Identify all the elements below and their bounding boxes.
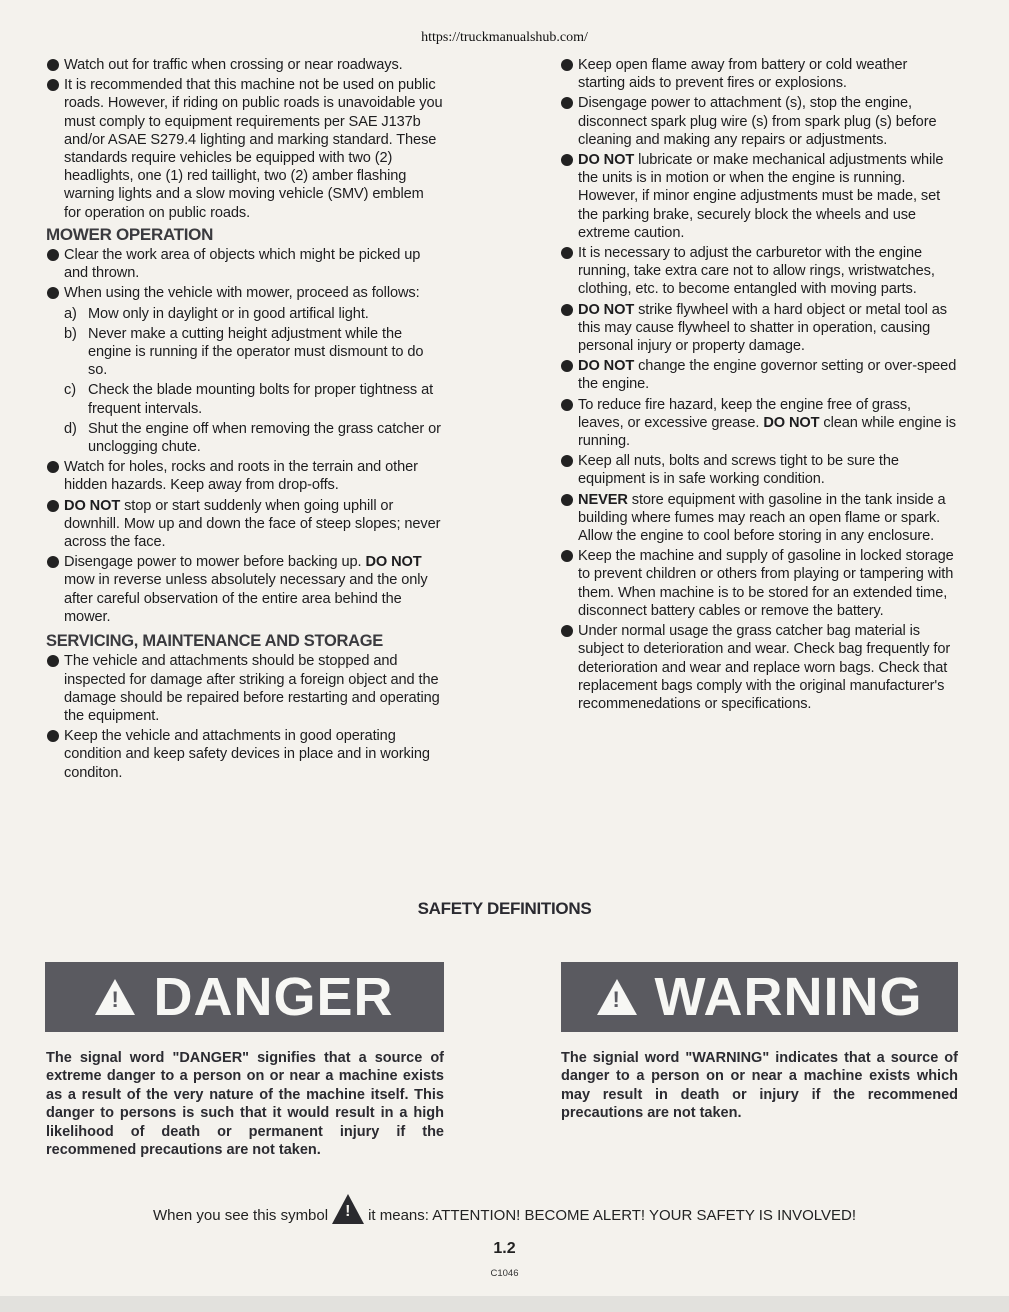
list-item: [560, 622, 957, 713]
danger-sign-label: DANGER: [153, 967, 394, 1027]
list-item: [560, 56, 957, 92]
item-text: change the engine governor setting or over-speed the engine.: [578, 358, 957, 393]
list-item: [560, 151, 957, 242]
danger-sign: [45, 962, 444, 1032]
left-column: [46, 56, 444, 784]
do-not-label: DO NOT: [578, 301, 639, 318]
bullet-icon: [561, 625, 573, 637]
list-item: [46, 246, 444, 282]
sub-item: [46, 381, 444, 417]
list-item: [46, 652, 444, 725]
attention-line: [0, 1194, 1009, 1224]
warning-triangle-icon: !: [332, 1194, 364, 1224]
list-item: [46, 553, 444, 626]
servicing-heading: SERVICING, MAINTENANCE AND STORAGE: [46, 632, 383, 651]
sub-item-letter: d): [64, 420, 77, 437]
sub-item: [46, 420, 444, 456]
do-not-label: DO NOT: [578, 152, 639, 169]
list-item: [46, 727, 444, 782]
sub-item-text: Shut the engine off when removing the grass catcher or unclogging chute.: [88, 420, 441, 456]
list-item: [560, 357, 957, 393]
item-text: Disengage power to attachment (s), stop the engine, disconnect spark plug wire (s) from spark plug (s) before cleaning and making any repairs or adjustments.: [578, 95, 937, 148]
item-text: stop or start suddenly when going uphill or downhill. Mow up and down the face of steep slopes; never across the face.: [64, 497, 441, 551]
list-item: [560, 547, 957, 620]
safety-definitions-title: SAFETY DEFINITIONS: [417, 899, 592, 918]
bullet-icon: [47, 249, 59, 261]
bullet-icon: [561, 97, 573, 109]
item-text: Keep the vehicle and attachments in good operating condition and keep safety devices in place and in working conditon.: [64, 728, 430, 781]
list-item: [560, 94, 957, 149]
list-item: [46, 458, 444, 494]
bullet-icon: [561, 154, 573, 166]
attention-text-after: it means: ATTENTION! BECOME ALERT! YOUR SAFETY IS INVOLVED!: [368, 1207, 856, 1224]
item-text: Keep the machine and supply of gasoline in locked storage to prevent children or others from playing or tampering with them. When machine is to be stored for an extended time, disconnect battery cables or remove the battery.: [578, 548, 954, 619]
warning-sign-label: WARNING: [654, 967, 923, 1027]
item-text: To reduce fire hazard, keep the engine free of grass, leaves, or excessive grease.: [578, 396, 911, 431]
list-item: [560, 244, 957, 299]
item-text: clean while engine is running.: [578, 414, 956, 450]
do-not-label: DO NOT: [763, 414, 824, 431]
item-text: Keep all nuts, bolts and screws tight to be sure the equipment is in safe working condition.: [578, 453, 899, 488]
item-text: mow in reverse unless absolutely necessary and the only after careful observation of the entire area behind the mower.: [64, 572, 428, 625]
item-text: Keep open flame away from battery or cold weather starting aids to prevent fires or explosions.: [578, 57, 908, 92]
sub-item-letter: b): [64, 325, 77, 342]
attention-text-before: When you see this symbol: [153, 1207, 329, 1224]
list-item: [46, 76, 444, 222]
page-number: 1.2: [493, 1240, 516, 1257]
item-text: strike flywheel with a hard object or metal tool as this may cause flywheel to shatter in operation, causing personal injury or property damage.: [578, 301, 947, 355]
list-item: [46, 497, 444, 552]
mower-operation-heading: MOWER OPERATION: [46, 224, 214, 244]
bullet-icon: [47, 287, 59, 299]
bullet-icon: [561, 550, 573, 562]
sub-item-text: Mow only in daylight or in good artifical light.: [88, 305, 369, 322]
bullet-icon: [561, 455, 573, 467]
item-text: Watch out for traffic when crossing or near roadways.: [64, 57, 403, 73]
item-text: When using the vehicle with mower, proceed as follows:: [64, 285, 420, 302]
warning-triangle-icon: !: [597, 979, 637, 1015]
warning-triangle-icon: !: [95, 979, 135, 1015]
sub-item-text: Never make a cutting height adjustment while the engine is running if the operator must dismount to do so.: [88, 325, 424, 379]
do-not-label: DO NOT: [365, 554, 422, 571]
bullet-icon: [561, 494, 573, 506]
source-url[interactable]: https://truckmanualshub.com/: [421, 30, 588, 45]
item-text: store equipment with gasoline in the tank inside a building where fumes may reach an open flame or spark. Allow the engine to cool before storing in any enclosure.: [578, 491, 946, 545]
item-text: lubricate or make mechanical adjustments while the units is in motion or when the engine is running. However, if minor engine adjustments must be made, set the parking brake, securely block the wheels and use extreme caution.: [578, 152, 944, 241]
bullet-icon: [561, 59, 573, 71]
list-item: [560, 301, 957, 356]
bullet-icon: [47, 500, 59, 512]
page-edge: [0, 1296, 1009, 1312]
item-text: Clear the work area of objects which might be picked up and thrown.: [64, 247, 421, 282]
bullet-icon: [561, 247, 573, 259]
item-text: Watch for holes, rocks and roots in the terrain and other hidden hazards. Keep away from drop-offs.: [64, 459, 418, 494]
list-item: [46, 56, 444, 74]
do-not-label: DO NOT: [64, 497, 125, 514]
sub-item-letter: c): [64, 382, 76, 399]
bullet-icon: [47, 655, 59, 667]
document-code: C1046: [490, 1268, 519, 1279]
danger-definition: The signal word "DANGER" signifies that a source of extreme danger to a person on or near a machine exists as a result of the very nature of the machine itself. This danger to persons is such that it would result in a high likelihood of death or permanent injury if the recommened precautions are not taken.: [46, 1050, 444, 1159]
sub-item: [46, 325, 444, 380]
item-text: Under normal usage the grass catcher bag material is subject to deterioration and wear. Check bag frequently for deterioration and wear and replace worn bags. Check that replacement bags comply with the original manufacturer's recommenedations or specifications.: [578, 623, 951, 712]
sub-item-letter: a): [64, 305, 77, 322]
item-text: It is recommended that this machine not be used on public roads. However, if riding on public roads is unavoidable you must comply to equipment requirements per SAE J137b and/or ASAE S279.4 lighting and marking standard. These standards require vehicles be equipped with two (2) headlights, one (1) red taillight, two (2) amber flashing warning lights and a slow moving vehicle (SMV) emblem for operation on public roads.: [64, 77, 443, 221]
list-item: [560, 452, 957, 488]
bullet-icon: [561, 399, 573, 411]
warning-sign: [561, 962, 958, 1032]
bullet-icon: [47, 79, 59, 91]
do-not-label: DO NOT: [578, 358, 639, 375]
sub-item-text: Check the blade mounting bolts for proper tightness at frequent intervals.: [88, 382, 434, 417]
right-column: [560, 56, 957, 715]
list-item: [560, 491, 957, 546]
sub-item: [46, 305, 444, 323]
bullet-icon: [47, 730, 59, 742]
item-text: The vehicle and attachments should be stopped and inspected for damage after striking a foreign object and the damage should be repaired before restarting and operating the equipment.: [64, 653, 440, 724]
never-label: NEVER: [578, 491, 632, 508]
warning-definition: The signial word "WARNING" indicates that a source of danger to a person on or near a machine exists which may result in death or injury if the recommened precautions are not taken.: [561, 1050, 958, 1122]
list-item: [560, 396, 957, 451]
item-text: Disengage power to mower before backing up.: [64, 554, 362, 571]
bullet-icon: [561, 360, 573, 372]
bullet-icon: [47, 556, 59, 568]
bullet-icon: [47, 461, 59, 473]
bullet-icon: [561, 304, 573, 316]
item-text: It is necessary to adjust the carburetor with the engine running, take extra care not to allow rings, wristwatches, clothing, etc. to become entangled with moving parts.: [578, 245, 935, 298]
bullet-icon: [47, 59, 59, 71]
list-item: [46, 284, 444, 302]
